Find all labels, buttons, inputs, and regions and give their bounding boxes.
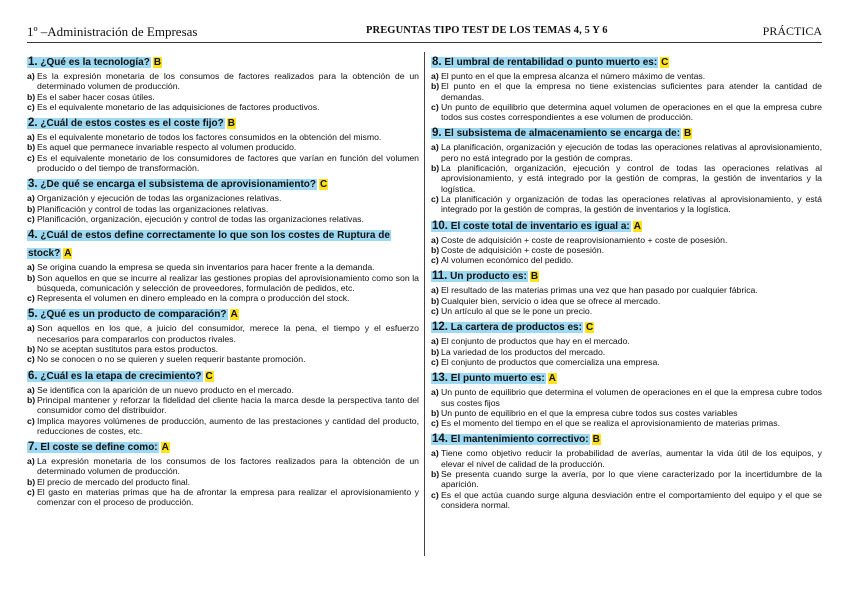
option-text: Es el que actúa cuando surge alguna desviación entre el comportamiento del equipo y el que se considera normal. [441,489,822,510]
answer-option [27,293,419,303]
option-text: El conjunto de productos que comercializa una empresa. [441,356,660,367]
answer-key: B [153,57,162,68]
option-text: El precio de mercado del producto final. [37,476,191,487]
question-block [431,429,822,510]
question-label: ¿Qué es la tecnología? [37,57,150,68]
option-letter: a) [27,71,35,81]
question-label: El subsistema de almacenamiento se encarga de: [441,128,681,140]
option-letter: c) [431,418,439,429]
question-number: 4. [28,229,38,242]
option-text: Se presenta cuando surge la avería, por lo que viene caracterizado por la incertidumbre de la aparición. [441,469,822,490]
question-block [27,437,419,507]
option-text: Es el momento del tiempo en el que se realiza el aprovisionamiento de materias primas. [441,418,780,429]
question-text [431,434,590,445]
question-text [27,179,317,190]
option-letter: c) [431,193,439,204]
question-heading [431,317,822,335]
option-letter: c) [27,487,35,498]
question-label: ¿Cuál de estos define correctamente lo que son los costes de Ruptura de stock? [28,230,390,260]
option-letter: a) [27,193,35,204]
question-number: 12. [432,321,448,334]
answer-option [431,418,822,428]
question-number: 9. [432,127,442,140]
question-heading [27,366,419,384]
answer-option [431,245,822,255]
option-text: Es el saber hacer cosas útiles. [37,91,155,102]
option-letter: c) [431,306,439,317]
answer-option [431,336,822,346]
option-letter: b) [27,394,36,405]
question-heading [431,216,822,234]
question-text [27,118,225,129]
answer-option [27,214,419,224]
answer-option [431,71,822,81]
option-text: El punto en el que la empresa no tiene existencias suficientes para atender la cantidad de demandas. [441,81,822,102]
answer-option [27,193,419,203]
question-text [431,373,546,384]
answer-option [431,235,822,245]
right-column [431,52,822,511]
option-letter: b) [431,469,440,480]
question-text [27,57,151,68]
answer-key: B [530,271,539,283]
question-block [431,123,822,214]
question-block [27,174,419,224]
option-text: Principal mantener y reforzar la fidelidad del cliente hacia la marca desde la perspectiva tanto del consumidor como del distribuidor. [37,394,419,416]
question-heading [27,174,419,192]
column-divider [424,52,425,556]
option-text: Planificación y control de todas las organizaciones relativas. [37,203,269,214]
question-block [27,52,419,112]
option-text: Un punto de equilibrio en el que la empresa cubre todos sus costes variables [441,407,738,418]
option-letter: c) [431,356,439,367]
answer-key: A [548,373,556,385]
option-letter: c) [27,354,35,365]
section-label: PRÁCTICA [762,24,822,38]
question-heading [431,266,822,284]
option-letter: b) [27,344,36,355]
option-letter: c) [27,293,35,304]
answer-option [431,285,822,295]
option-text: Implica mayores volúmenes de producción, aumento de las prestaciones y cantidad del producto, reducciones de costes, etc. [37,415,419,436]
option-letter: b) [431,163,440,174]
question-block [27,113,419,173]
option-text: Un punto de equilibrio que determina el volumen de operaciones en el que la empresa cubre todos sus costes fijos [441,387,822,408]
question-number: 3. [28,178,38,191]
question-heading [27,113,419,131]
option-text: Al volumen económico del pedido. [441,255,574,266]
document-title: PREGUNTAS TIPO TEST DE LOS TEMAS 4, 5 Y 6 [366,25,608,36]
answer-option [27,416,419,437]
option-letter: a) [27,323,35,334]
question-block [27,225,419,303]
question-block [27,366,419,436]
option-letter: a) [431,142,439,153]
answer-option [27,71,419,92]
option-letter: a) [27,456,35,467]
answer-option [27,344,419,354]
answer-key: B [684,128,692,140]
question-text [431,128,681,139]
option-text: La planificación y organización de todas las operaciones relativas al aprovisionamiento, y está integrado por la gestión de compras, la gestión de inventarios y la logística. [441,193,822,215]
answer-option [27,142,419,152]
option-letter: c) [27,101,35,112]
answer-option [27,132,419,142]
question-number: 6. [28,369,38,382]
question-block [431,368,822,428]
question-heading [431,52,822,70]
answer-option [431,306,822,316]
question-text [431,322,583,333]
question-number: 13. [432,372,448,385]
answer-option [431,142,822,163]
question-text [27,230,391,259]
answer-option [431,296,822,306]
question-block [27,304,419,364]
question-label: ¿Cuál de estos costes es el coste fijo? [37,118,224,130]
question-text [27,309,228,320]
question-label: El umbral de rentabilidad o punto muerto es: [441,57,658,68]
question-block [431,317,822,367]
option-text: Es el equivalente monetario de los consumidores de factores que varían en función del volumen producido o del tiempo de transformación. [37,152,419,174]
answer-option [431,347,822,357]
answer-option [431,469,822,490]
question-number: 14. [432,433,448,446]
answer-key: A [230,309,238,321]
answer-option [431,194,822,215]
question-label: La cartera de productos es: [448,322,582,334]
option-text: Un artículo al que se le pone un precio. [441,306,593,317]
answer-key: B [592,434,600,446]
option-letter: b) [27,203,36,214]
question-heading [431,123,822,141]
option-letter: a) [27,132,35,143]
answer-option [431,255,822,265]
answer-option [27,323,419,344]
answer-option [431,490,822,511]
option-text: Se identifica con la aparición de un nuevo producto en el mercado. [37,384,294,395]
option-letter: b) [27,91,36,102]
option-text: No se conocen o no se quieren y suelen requerir bastante promoción. [37,354,306,365]
answer-key: C [585,322,594,334]
option-letter: c) [431,101,439,112]
option-text: Planificación, organización, ejecución y control de todas las organizaciones relativas. [37,213,364,224]
question-label: El mantenimiento correctivo: [448,434,589,446]
question-number: 8. [432,56,442,68]
option-text: No se aceptan sustitutos para estos productos. [37,344,219,355]
question-text [27,442,159,453]
option-letter: a) [431,387,439,398]
option-text: La variedad de los productos del mercado. [441,346,606,357]
question-label: El coste se define como: [37,442,158,454]
answer-option [27,487,419,508]
question-number: 10. [432,219,448,232]
question-number: 1. [28,56,38,68]
question-label: Un producto es: [447,271,527,283]
option-letter: a) [27,262,35,273]
answer-option [27,92,419,102]
option-text: Coste de adquisición + coste de reaprovisionamiento + coste de posesión. [441,234,728,245]
answer-key: A [161,442,169,454]
option-letter: b) [27,272,36,283]
page-header [27,22,822,43]
option-letter: a) [431,285,439,296]
option-text: Un punto de equilibrio que determina aquel volumen de operaciones en el que la empresa cubre todos sus costes correspondientes a ese volumen de producción. [441,101,822,123]
answer-option [431,357,822,367]
option-letter: c) [27,152,35,163]
question-heading [431,429,822,447]
option-letter: c) [431,255,439,266]
answer-option [431,448,822,469]
option-letter: b) [431,407,440,418]
option-letter: a) [27,384,35,395]
option-letter: a) [431,448,439,459]
question-text [431,57,658,68]
answer-option [431,81,822,102]
option-text: El conjunto de productos que hay en el mercado. [441,336,630,347]
option-letter: a) [431,336,439,347]
option-letter: b) [431,346,440,357]
question-number: 11. [432,270,448,283]
option-text: La planificación, organización y ejecución de todas las operaciones relativas al aprovisionamiento, pero no está integrado por la gestión de compras. [441,142,822,163]
question-block [431,216,822,266]
question-number: 2. [28,117,38,130]
question-text [431,221,631,232]
answer-key: A [64,248,72,260]
option-text: Representa el volumen en dinero empleado en la compra o producción del stock. [37,293,350,304]
answer-key: C [661,57,669,68]
option-text: Es el equivalente monetario de todos los factores consumidos en la obtención del mismo. [37,132,382,143]
option-text: El punto en el que la empresa alcanza el número máximo de ventas. [441,71,706,81]
option-text: Son aquellos en que se incurre al realizar las gestiones propias del aprovisionamiento como son la búsqueda, comunicación y selección de proveedores, formulación de pedidos, etc. [37,272,419,293]
question-block [431,52,822,122]
option-text: Es aquel que permanece invariable respecto al volumen producido. [37,142,297,153]
question-heading [27,225,419,261]
option-text: Coste de adquisición + coste de posesión. [441,244,604,255]
option-letter: b) [27,142,36,153]
question-label: ¿Cuál es la etapa de crecimiento? [37,370,202,382]
answer-option [27,273,419,294]
answer-option [27,102,419,112]
option-text: Es la expresión monetaria de los consumos de factores realizados para la obtención de un determinado volumen de producción. [37,71,419,92]
question-number: 5. [28,308,38,321]
question-block [431,266,822,316]
answer-key: A [633,220,641,232]
answer-option [27,204,419,214]
answer-option [27,385,419,395]
question-heading [27,437,419,455]
answer-key: C [205,370,213,382]
option-text: La planificación, organización, ejecución y control de todas las operaciones relativas al aprovisionamiento, y está integrado por la gestión de compras, la gestión de inventarios y la logística. [441,163,822,194]
option-letter: a) [431,234,439,245]
question-heading [27,304,419,322]
question-label: El punto muerto es: [448,373,545,385]
question-label: El coste total de inventario es igual a: [448,220,630,232]
question-number: 7. [28,441,38,454]
question-label: ¿Qué es un producto de comparación? [37,309,227,321]
option-text: La expresión monetaria de los consumos de los factores realizados para la obtención de un determinado volumen de producción. [37,456,419,477]
option-text: Tiene como objetivo reducir la probabilidad de averías, aumentar la vida útil de los equipos, y elevar el nivel de calidad de la producción. [441,448,822,469]
option-text: Es el equivalente monetario de las adquisiciones de factores productivos. [37,101,320,112]
answer-option [431,408,822,418]
option-letter: a) [431,71,439,81]
answer-option [27,153,419,174]
answer-option [431,163,822,194]
question-text [431,271,528,282]
question-heading [431,368,822,386]
answer-option [27,395,419,416]
answer-option [431,102,822,123]
answer-option [27,477,419,487]
option-text: Organización y ejecución de todas las organizaciones relativas. [37,193,282,204]
option-text: El resultado de las materias primas una vez que han pasado por cualquier fábrica. [441,285,758,296]
option-letter: b) [431,244,440,255]
option-letter: c) [27,213,35,224]
answer-option [431,387,822,408]
option-letter: b) [431,295,440,306]
question-text [27,371,203,382]
left-column [27,52,419,509]
question-label: ¿De qué se encarga el subsistema de aprovisionamiento? [37,179,317,191]
option-letter: b) [27,476,36,487]
answer-option [27,354,419,364]
option-text: Cualquier bien, servicio o idea que se ofrece al mercado. [441,295,661,306]
option-letter: c) [27,415,35,426]
answer-option [27,262,419,272]
course-title: 1º –Administración de Empresas [27,24,198,39]
option-letter: b) [431,81,440,92]
option-text: Se origina cuando la empresa se queda sin inventarios para hacer frente a la demanda. [37,262,375,273]
option-letter: c) [431,489,439,500]
answer-key: B [227,118,235,130]
option-text: Son aquellos en los que, a juicio del consumidor, merece la pena, el tiempo y el esfuerzo necesarios para compararlos con productos rivales. [37,323,419,344]
answer-key: C [320,179,328,191]
question-heading [27,52,419,70]
answer-option [27,456,419,477]
option-text: El gasto en materias primas que ha de afrontar la empresa para realizar el aprovisionamiento y comenzar con el proceso de producción. [37,487,419,508]
